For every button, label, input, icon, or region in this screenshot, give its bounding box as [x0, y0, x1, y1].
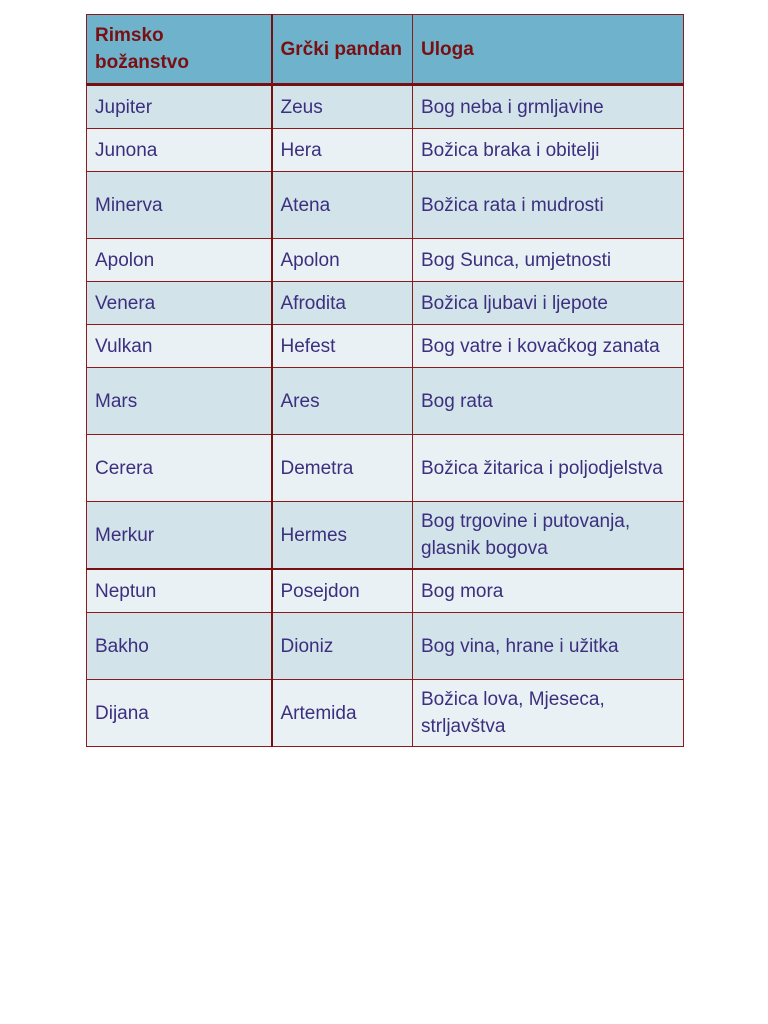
table-body [87, 85, 684, 747]
cell-role: Bog neba i grmljavine [413, 85, 684, 129]
table-row [87, 282, 684, 325]
table-row [87, 502, 684, 570]
cell-greek: Afrodita [272, 282, 413, 325]
cell-greek: Ares [272, 368, 413, 435]
cell-greek: Atena [272, 172, 413, 239]
table-row [87, 613, 684, 680]
table-row [87, 129, 684, 172]
cell-greek: Apolon [272, 239, 413, 282]
header-greek-counterpart: Grčki pandan [272, 15, 413, 85]
cell-roman: Apolon [87, 239, 272, 282]
cell-roman: Venera [87, 282, 272, 325]
gods-table [86, 14, 684, 747]
cell-role: Božica braka i obitelji [413, 129, 684, 172]
cell-role: Božica žitarica i poljodjelstva [413, 435, 684, 502]
header-row [87, 15, 684, 85]
table-row [87, 680, 684, 747]
cell-role: Bog vina, hrane i užitka [413, 613, 684, 680]
cell-roman: Dijana [87, 680, 272, 747]
cell-greek: Zeus [272, 85, 413, 129]
cell-roman: Cerera [87, 435, 272, 502]
cell-role: Bog Sunca, umjetnosti [413, 239, 684, 282]
table-row [87, 435, 684, 502]
cell-greek: Hermes [272, 502, 413, 570]
table-row [87, 569, 684, 613]
table-row [87, 172, 684, 239]
cell-roman: Neptun [87, 569, 272, 613]
cell-roman: Vulkan [87, 325, 272, 368]
cell-role: Božica rata i mudrosti [413, 172, 684, 239]
table-header [87, 15, 684, 85]
header-roman-deity: Rimsko božanstvo [87, 15, 272, 85]
cell-roman: Minerva [87, 172, 272, 239]
cell-role: Bog rata [413, 368, 684, 435]
cell-roman: Merkur [87, 502, 272, 570]
table-row [87, 239, 684, 282]
cell-greek: Dioniz [272, 613, 413, 680]
table-row [87, 368, 684, 435]
cell-roman: Bakho [87, 613, 272, 680]
cell-roman: Jupiter [87, 85, 272, 129]
cell-greek: Demetra [272, 435, 413, 502]
cell-roman: Junona [87, 129, 272, 172]
cell-greek: Hera [272, 129, 413, 172]
cell-role: Božica ljubavi i ljepote [413, 282, 684, 325]
cell-role: Bog vatre i kovačkog zanata [413, 325, 684, 368]
cell-role: Bog mora [413, 569, 684, 613]
header-role: Uloga [413, 15, 684, 85]
cell-greek: Artemida [272, 680, 413, 747]
cell-roman: Mars [87, 368, 272, 435]
table-row [87, 325, 684, 368]
cell-role: Božica lova, Mjeseca, strljavštva [413, 680, 684, 747]
cell-greek: Posejdon [272, 569, 413, 613]
cell-role: Bog trgovine i putovanja, glasnik bogova [413, 502, 684, 570]
table-row [87, 85, 684, 129]
cell-greek: Hefest [272, 325, 413, 368]
